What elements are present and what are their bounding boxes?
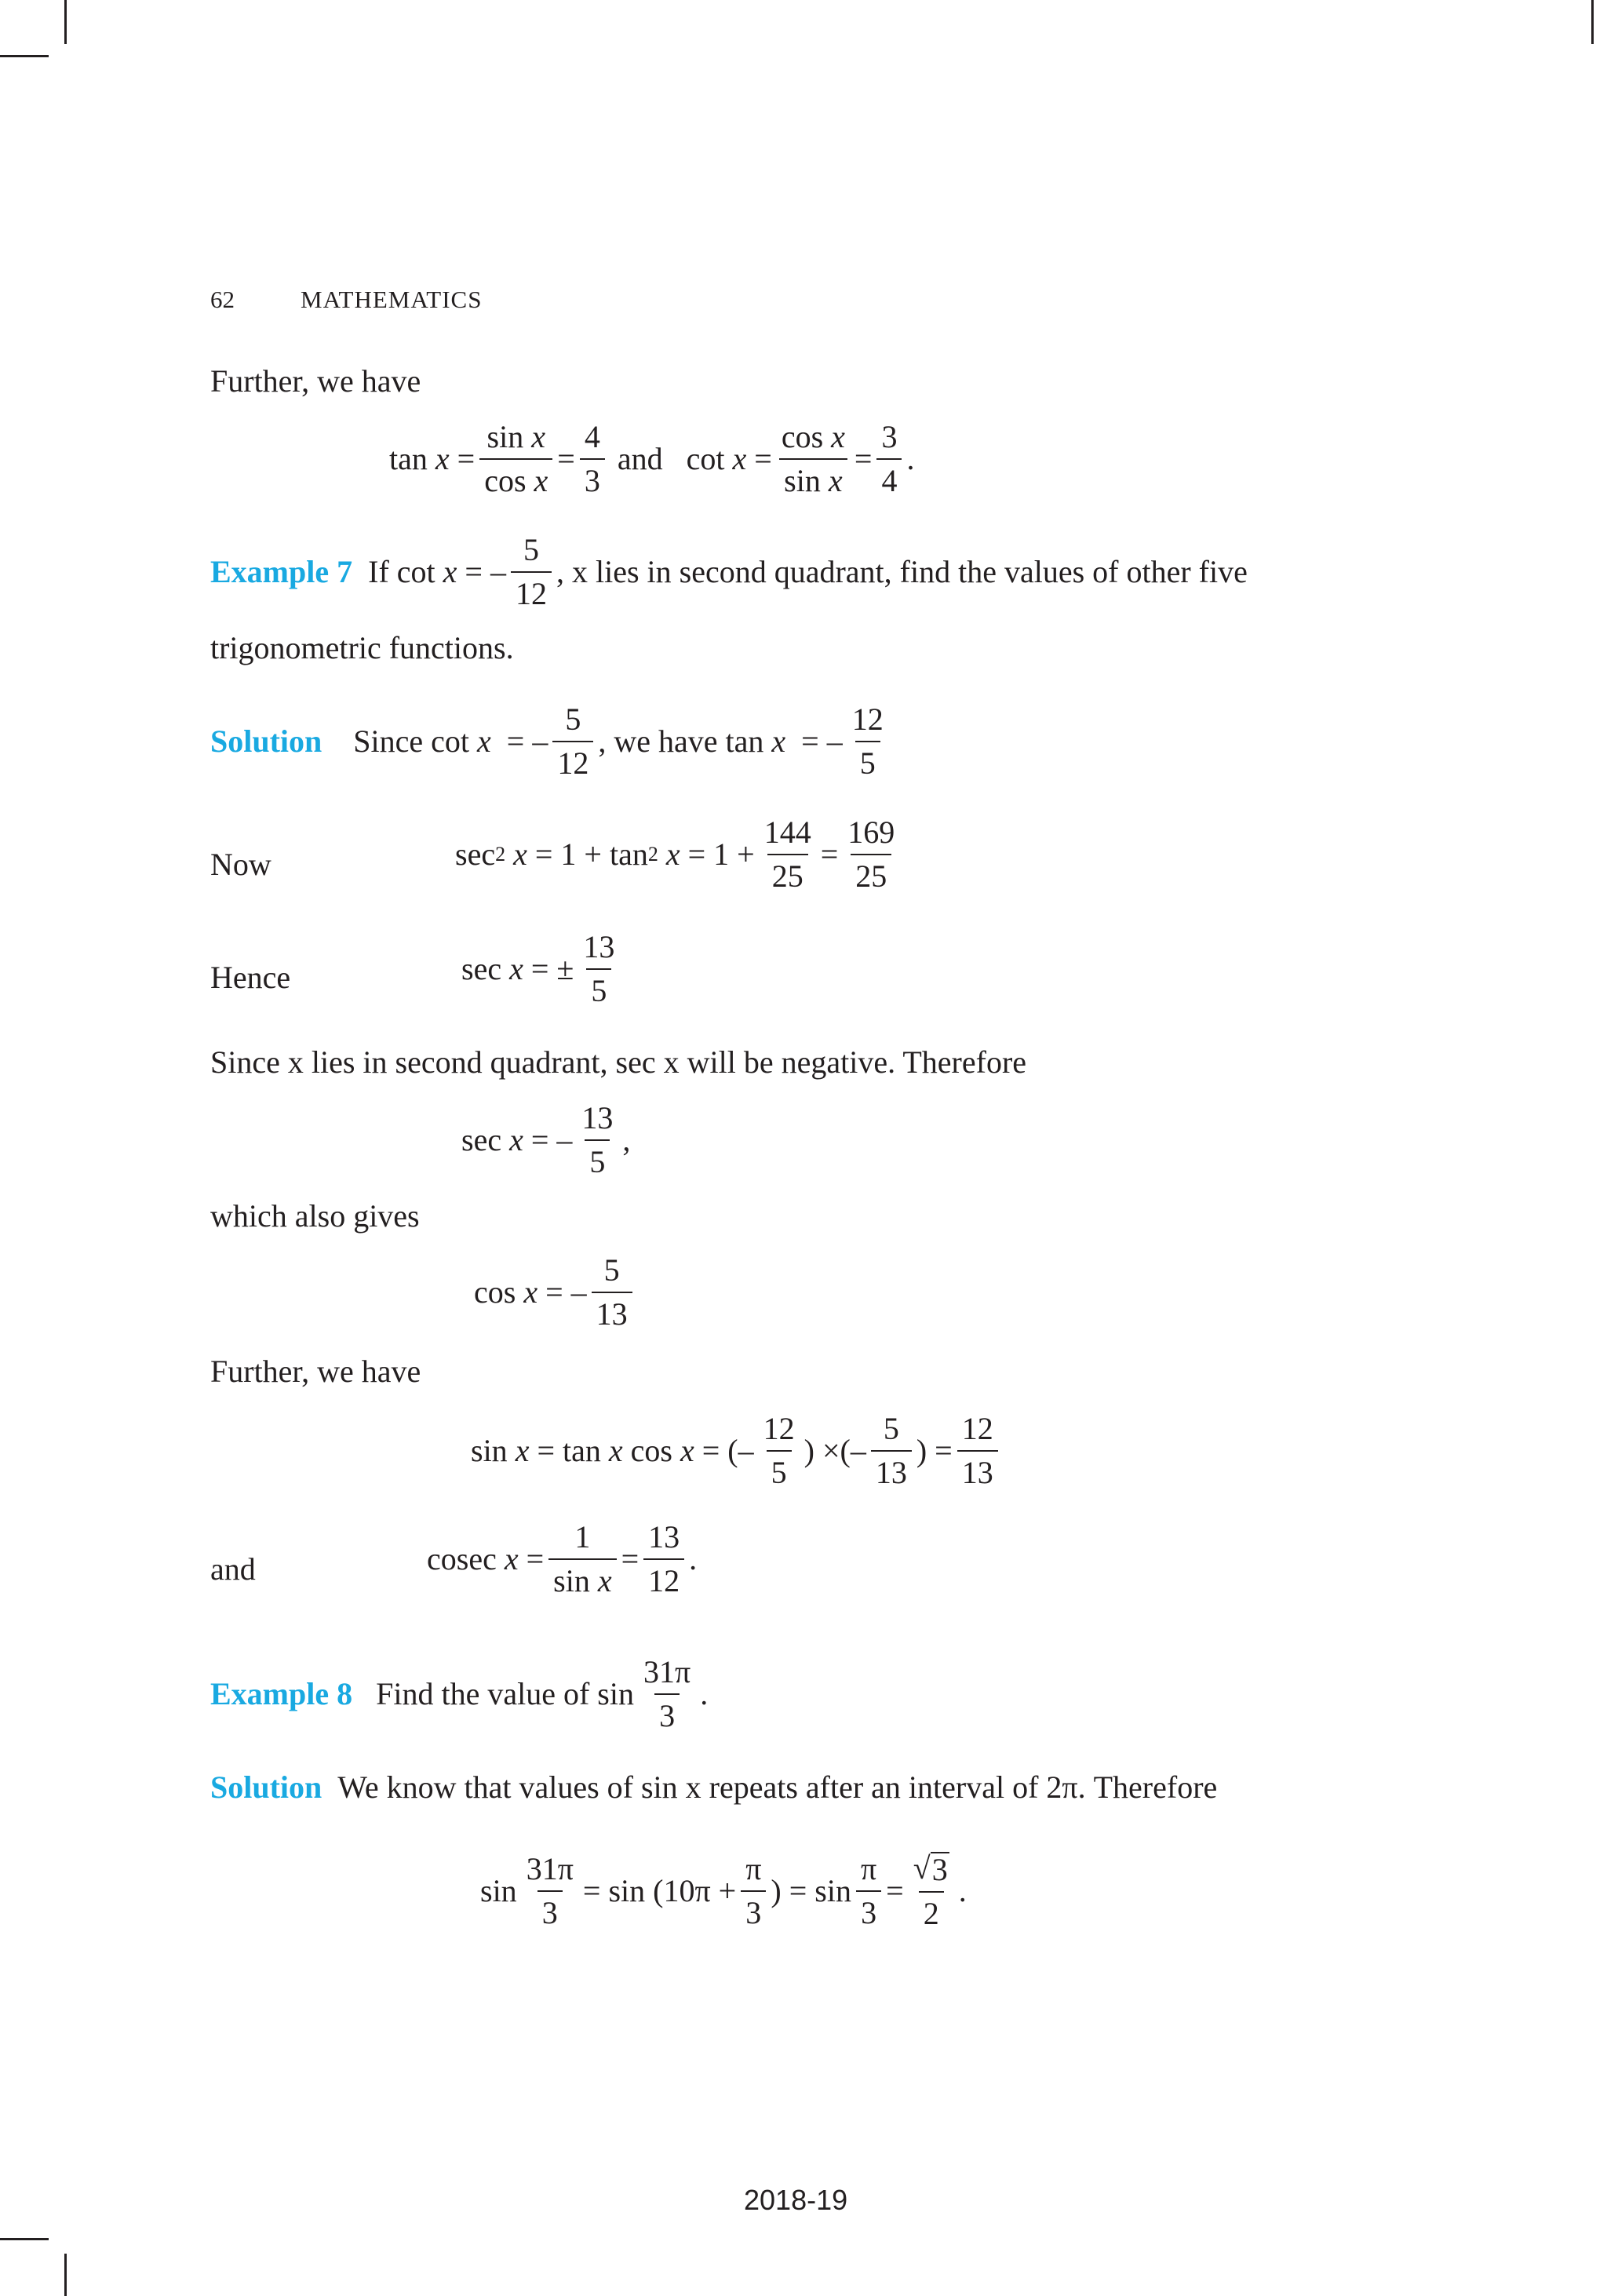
paragraph-intro: Further, we have bbox=[210, 363, 421, 399]
fraction-cosx-sinx: $\frac{\text{cos x}}{\text{sin x}}$ bbox=[777, 421, 850, 497]
tan-label: tan bbox=[389, 441, 428, 476]
fraction-pi-3-b: $\frac{\pi}{3}$ bbox=[856, 1853, 881, 1930]
footer-year: 2018-19 bbox=[744, 2184, 848, 2216]
fraction-5-13: $\frac{5}{13}$ bbox=[592, 1254, 632, 1331]
fraction-13-5: $\frac{13}{5}$ bbox=[583, 929, 615, 1008]
fraction-5-12: $\frac{5}{12}$ bbox=[511, 534, 552, 610]
hence-label: Hence bbox=[210, 960, 291, 995]
crop-mark-bottom-left-h bbox=[0, 2238, 49, 2240]
equation-sec-negative: sec x = – $\frac{13}{5}$ , bbox=[461, 1100, 631, 1179]
fraction-sinx-cosx: $\frac{\text{sin x}}{\text{cos x}}$ bbox=[479, 421, 552, 497]
fraction-31pi-3: $\frac{31\pi}{3}$ bbox=[643, 1654, 691, 1733]
fraction-13-12: $\frac{13}{12}$ bbox=[643, 1521, 684, 1598]
fraction-sqrt3-2: √ 3 2 bbox=[913, 1850, 948, 1931]
example-7-label: Example 7 bbox=[210, 554, 353, 589]
crop-mark-top-right-v bbox=[1591, 0, 1594, 44]
sqrt-symbol: √ 3 bbox=[913, 1850, 948, 1887]
and-word: and bbox=[617, 441, 663, 476]
equation-sec-squared: sec 2 x = 1 + tan 2 x = 1 + $\frac{144}{25}$ = $\frac{169}{25}$ bbox=[455, 816, 904, 893]
equation-cos: cos x = – $\frac{5}{13}$ bbox=[474, 1254, 637, 1331]
fraction-3-4: $\frac{3}{4}$ bbox=[876, 421, 902, 497]
running-title: MATHEMATICS bbox=[301, 286, 483, 313]
fraction-4-3: $\frac{4}{3}$ bbox=[580, 421, 605, 497]
example-7-text: , x lies in second quadrant, find the values of other five bbox=[556, 554, 1248, 589]
solution-8-line1: Solution We know that values of sin x repeats after an interval of 2π. Therefore bbox=[210, 1769, 1218, 1805]
example-8: Example 8 Find the value of sin $\frac{31\pi}{3}$ . bbox=[210, 1654, 709, 1733]
example-8-label: Example 8 bbox=[210, 1676, 353, 1711]
further-paragraph: Further, we have bbox=[210, 1354, 421, 1389]
crop-mark-top-left-v bbox=[64, 0, 67, 44]
equation-sec-pm: sec x = ± $\frac{13}{5}$ bbox=[461, 931, 624, 1008]
fraction-12-13: $\frac{12}{13}$ bbox=[957, 1412, 998, 1489]
fraction-5-12-b: $\frac{5}{12}$ bbox=[552, 703, 593, 780]
fraction-5-13-b: $\frac{5}{13}$ bbox=[871, 1412, 912, 1489]
solution-7-line1: Solution Since cot x = – $\frac{5}{12}$ , we have tan x = – $\frac{12}{5}$ bbox=[210, 703, 893, 780]
fraction-31pi-3-b: $\frac{31\pi}{3}$ bbox=[526, 1851, 574, 1930]
crop-mark-top-left-h bbox=[0, 55, 49, 57]
solution-7-label: Solution bbox=[210, 723, 322, 759]
crop-mark-bottom-left-v bbox=[64, 2254, 67, 2296]
which-also-gives: which also gives bbox=[210, 1198, 420, 1234]
fraction-1-sinx: $\frac{1}{\text{sin x}}$ bbox=[548, 1521, 616, 1598]
page-number: 62 bbox=[210, 286, 235, 313]
equation-sin: sin x = tan x cos x = (– $\frac{12}{5}$ ) ×(– $\frac{5}{13}$ ) = $\frac{12}{13}$ bbox=[471, 1412, 1003, 1489]
fraction-12-5: $\frac{12}{5}$ bbox=[851, 702, 884, 781]
fraction-pi-3: $\frac{\pi}{3}$ bbox=[741, 1853, 766, 1930]
equation-tan-cot: tan x = $\frac{\text{sin x}}{\text{cos x}}$ = $\frac{4}{3}$ and cot x = $\frac{\text{cos x}}{\text{sin x}}$ = $\frac{3}{4}$ . bbox=[389, 419, 915, 498]
fraction-12-5-b: $\frac{12}{5}$ bbox=[763, 1411, 795, 1490]
example-7-line2: trigonometric functions. bbox=[210, 630, 514, 665]
solution-8-label: Solution bbox=[210, 1769, 322, 1805]
and-label: and bbox=[210, 1551, 256, 1587]
since-paragraph: Since x lies in second quadrant, sec x will be negative. Therefore bbox=[210, 1044, 1027, 1080]
fraction-144-25: $\frac{144}{25}$ bbox=[763, 815, 811, 894]
fraction-169-25: $\frac{169}{25}$ bbox=[847, 815, 895, 894]
example-7: Example 7 If cot x = – $\frac{5}{12}$ , x lies in second quadrant, find the values of other five bbox=[210, 532, 1248, 611]
equation-cosec: cosec x = $\frac{1}{\text{sin x}}$ = $\frac{13}{12}$ . bbox=[427, 1519, 698, 1598]
fraction-13-5-b: $\frac{13}{5}$ bbox=[581, 1100, 614, 1179]
cot-label: cot bbox=[686, 441, 725, 476]
now-label: Now bbox=[210, 847, 271, 882]
equation-sin-31pi: sin $\frac{31\pi}{3}$ = sin (10π + $\frac{\pi}{3}$ ) = sin $\frac{\pi}{3}$ = √ 3 2 . bbox=[480, 1850, 967, 1931]
